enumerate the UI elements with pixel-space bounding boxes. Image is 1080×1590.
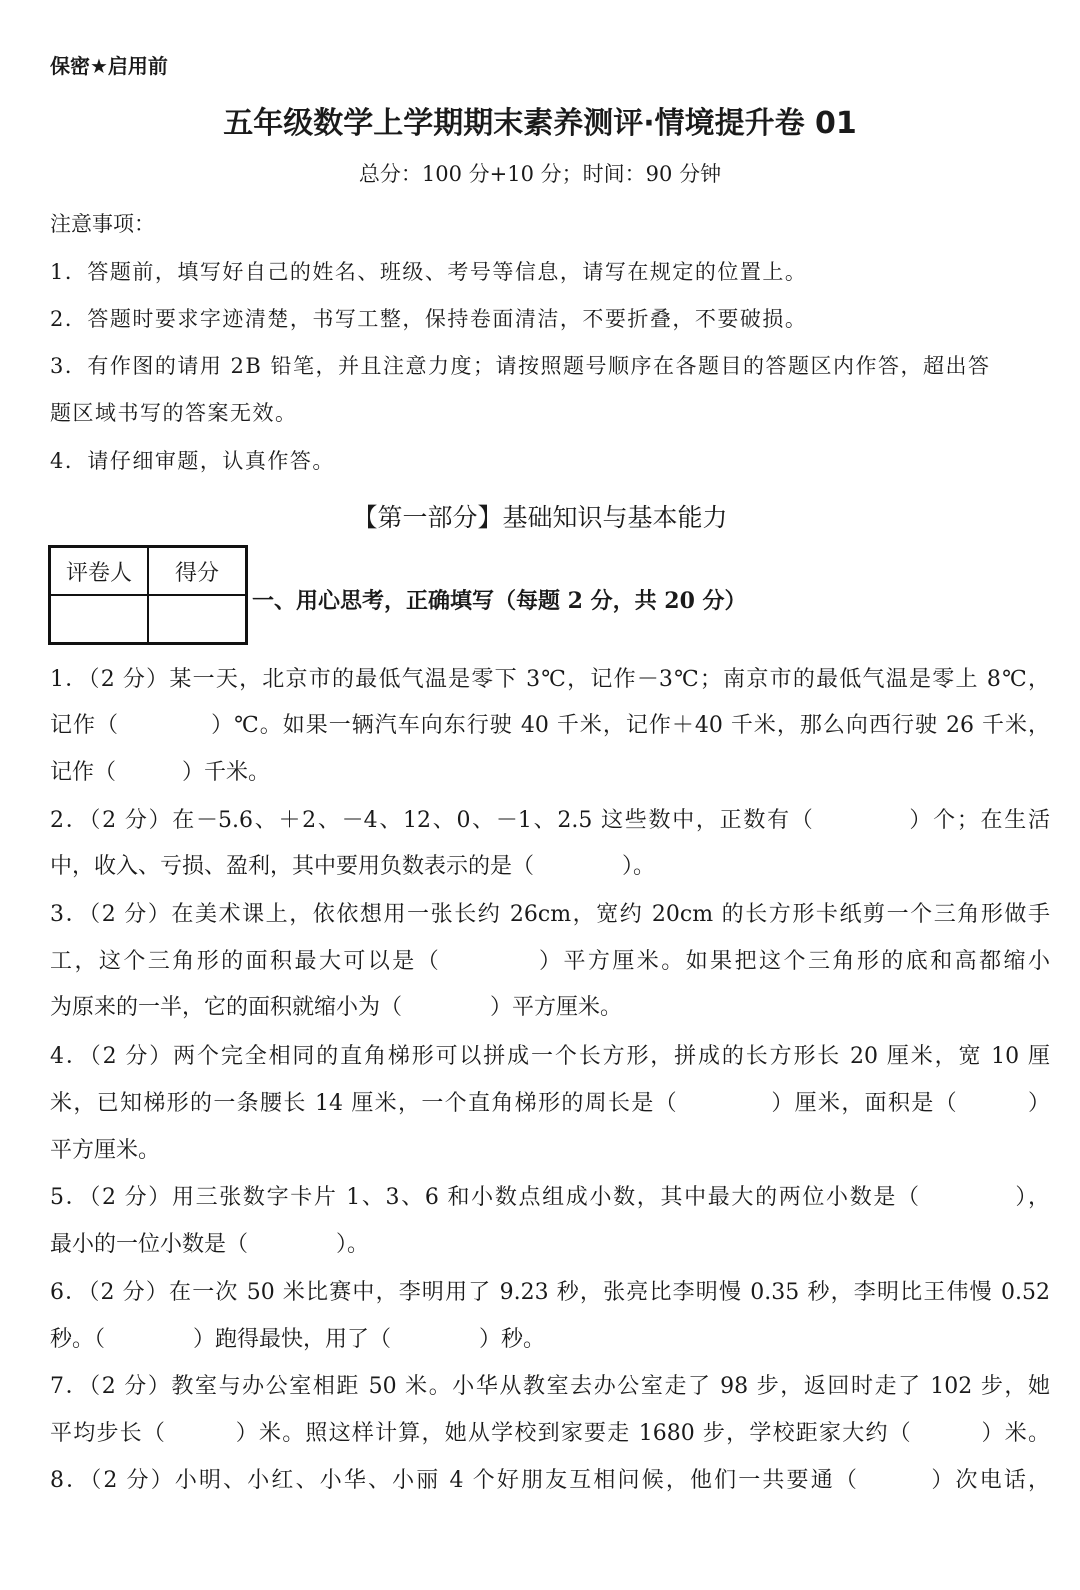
- question-line: 最小的一位小数是（ ）。: [50, 1232, 370, 1257]
- score-header: 得分: [148, 547, 247, 596]
- question-line: 为原来的一半，它的面积就缩小为（ ）平方厘米。: [50, 995, 623, 1020]
- question-line: 2．（2 分）在－5.6、＋2、－4、12、0、－1、2.5 这些数中，正数有（ ）个；在生活: [50, 808, 1050, 833]
- confidential-label: 保密★启用前: [50, 54, 168, 78]
- score-cell[interactable]: [148, 595, 247, 644]
- question-line: 8．（2 分）小明、小红、小华、小丽 4 个好朋友互相问候，他们一共要通（ ）次电话，: [50, 1468, 1050, 1493]
- question-line: 4．（2 分）两个完全相同的直角梯形可以拼成一个长方形，拼成的长方形长 20 厘米，宽 10 厘: [50, 1044, 1050, 1069]
- section-title: 【第一部分】基础知识与基本能力: [352, 503, 728, 532]
- question-line: 中，收入、亏损、盈利，其中要用负数表示的是（ ）。: [50, 854, 656, 879]
- notice-line: 题区域书写的答案无效。: [50, 401, 298, 425]
- question-line: 3．（2 分）在美术课上，依依想用一张长约 26cm，宽约 20cm 的长方形卡纸剪一个三角形做手: [50, 902, 1050, 927]
- question-line: 6．（2 分）在一次 50 米比赛中，李明用了 9.23 秒，张亮比李明慢 0.35 秒，李明比王伟慢 0.52: [50, 1280, 1050, 1305]
- notice-line: 2．答题时要求字迹清楚，书写工整，保持卷面清洁，不要折叠，不要破损。: [50, 307, 808, 331]
- question-line: 工，这个三角形的面积最大可以是（ ）平方厘米。如果把这个三角形的底和高都缩小: [50, 949, 1050, 974]
- question-section-header: 一、用心思考，正确填写（每题 2 分，共 20 分）: [252, 588, 747, 614]
- score-time-info: 总分：100 分+10 分；时间：90 分钟: [358, 162, 722, 186]
- question-line: 记作（ ）千米。: [50, 760, 271, 785]
- question-line: 1．（2 分）某一天，北京市的最低气温是零下 3℃，记作－3℃；南京市的最低气温是零上 8℃，: [50, 667, 1050, 692]
- question-line: 记作（ ）℃。如果一辆汽车向东行驶 40 千米，记作＋40 千米，那么向西行驶 26 千米，: [50, 713, 1050, 738]
- grader-cell[interactable]: [50, 595, 149, 644]
- question-line: 5．（2 分）用三张数字卡片 1、3、6 和小数点组成小数，其中最大的两位小数是（ ），: [50, 1185, 1050, 1210]
- notice-title: 注意事项：: [50, 212, 155, 236]
- question-line: 平方厘米。: [50, 1138, 161, 1163]
- grading-table: [48, 545, 248, 645]
- notice-line: 1．答题前，填写好自己的姓名、班级、考号等信息，请写在规定的位置上。: [50, 260, 808, 284]
- notice-line: 3．有作图的请用 2B 铅笔，并且注意力度；请按照题号顺序在各题目的答题区内作答，超出答: [50, 354, 991, 378]
- question-line: 秒。（ ）跑得最快，用了（ ）秒。: [50, 1327, 546, 1352]
- question-line: 米，已知梯形的一条腰长 14 厘米，一个直角梯形的周长是（ ）厘米，面积是（ ）: [50, 1091, 1050, 1116]
- question-line: 7．（2 分）教室与办公室相距 50 米。小华从教室去办公室走了 98 步，返回时走了 102 步，她: [50, 1374, 1050, 1399]
- question-line: 平均步长（ ）米。照这样计算，她从学校到家要走 1680 步，学校距家大约（ ）米。: [50, 1421, 1050, 1446]
- page-title: 五年级数学上学期期末素养测评·情境提升卷 01: [223, 106, 857, 141]
- notice-line: 4．请仔细审题，认真作答。: [50, 449, 335, 473]
- grader-header: 评卷人: [50, 547, 149, 596]
